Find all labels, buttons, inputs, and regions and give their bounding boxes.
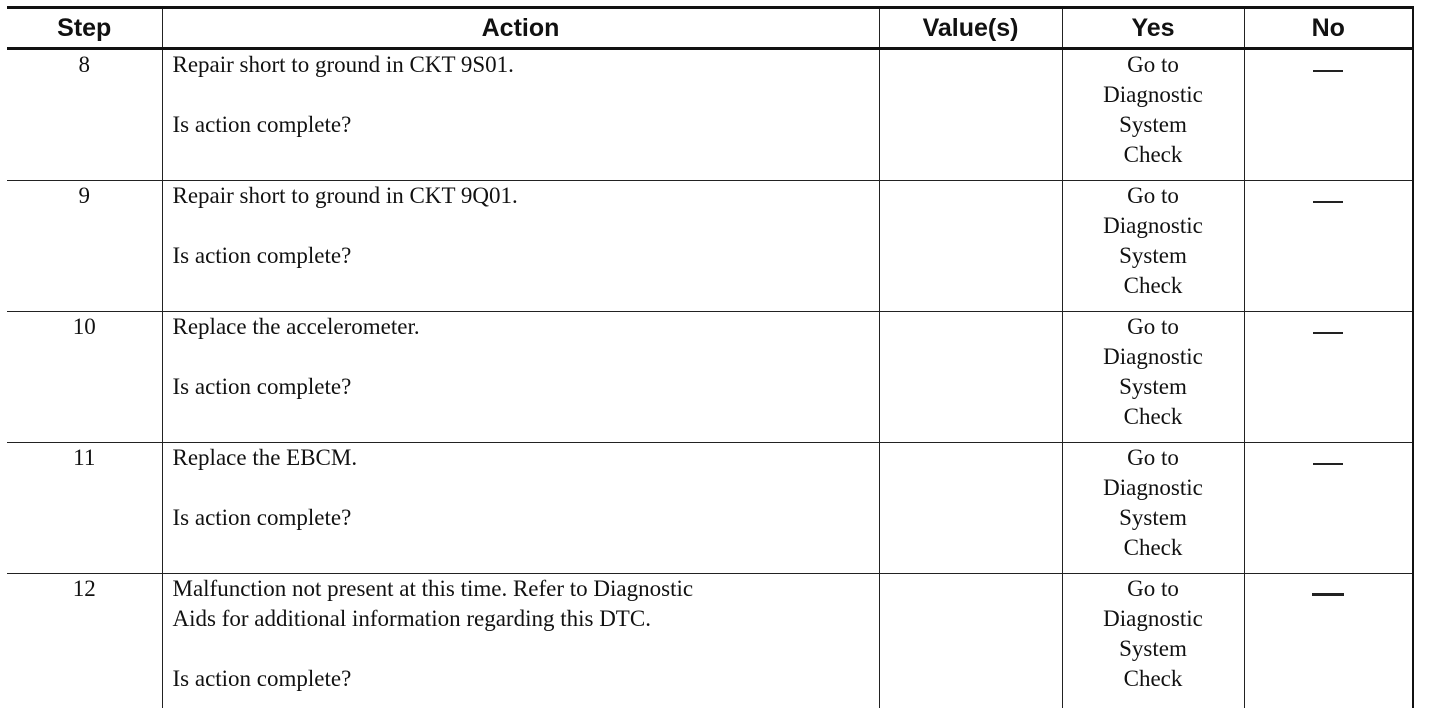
action-cell [162,49,879,181]
value-cell [879,49,1062,181]
no-dash [1312,593,1344,596]
action-question: Is action complete? [172,112,352,137]
yes-text: Diagnostic [1103,606,1203,631]
yes-text: System [1119,505,1187,530]
action-question: Is action complete? [172,666,352,691]
yes-text: System [1119,243,1187,268]
no-cell [1244,49,1413,181]
yes-text: Check [1123,142,1183,167]
header-values: Value(s) [879,8,1062,49]
table-row [7,312,1413,443]
no-dash [1313,332,1343,334]
table-header-row [7,8,1413,49]
no-dash [1313,201,1343,203]
value-cell [879,181,1062,312]
yes-cell [1062,312,1244,443]
step-number: 10 [7,312,162,443]
table-row [7,49,1413,181]
value-cell [879,574,1062,709]
header-action: Action [162,8,879,49]
yes-text: Diagnostic [1103,213,1203,238]
yes-text: Check [1123,404,1183,429]
header-yes: Yes [1062,8,1244,49]
action-text: Malfunction not present at this time. Refer to Diagnostic [172,576,694,601]
action-question: Is action complete? [172,243,352,268]
no-dash [1313,463,1343,465]
yes-cell [1062,574,1244,709]
no-dash [1313,70,1343,72]
diagnostic-table [7,6,1414,708]
yes-text: Check [1123,666,1183,691]
value-cell [879,312,1062,443]
action-text: Repair short to ground in CKT 9S01. [172,52,514,77]
action-text: Replace the accelerometer. [172,314,420,339]
action-question: Is action complete? [172,374,352,399]
yes-cell [1062,181,1244,312]
yes-text: Diagnostic [1103,344,1203,369]
action-cell [162,574,879,709]
no-cell [1244,443,1413,574]
step-number: 12 [7,574,162,709]
yes-text: System [1119,636,1187,661]
yes-text: Diagnostic [1103,475,1203,500]
yes-text: Go to [1127,314,1179,339]
yes-text: Go to [1127,52,1179,77]
no-cell [1244,181,1413,312]
table-row [7,574,1413,709]
yes-text: Check [1123,273,1183,298]
header-step: Step [7,8,162,49]
yes-cell [1062,49,1244,181]
yes-text: Go to [1127,445,1179,470]
yes-text: Go to [1127,576,1179,601]
yes-cell [1062,443,1244,574]
yes-text: System [1119,374,1187,399]
yes-text: System [1119,112,1187,137]
yes-text: Go to [1127,183,1179,208]
step-number: 9 [7,181,162,312]
table-row [7,443,1413,574]
yes-text: Check [1123,535,1183,560]
table-row [7,181,1413,312]
value-cell [879,443,1062,574]
action-cell [162,312,879,443]
action-cell [162,443,879,574]
step-number: 8 [7,49,162,181]
action-cell [162,181,879,312]
no-cell [1244,312,1413,443]
yes-text: Diagnostic [1103,82,1203,107]
action-text: Repair short to ground in CKT 9Q01. [172,183,518,208]
no-cell [1244,574,1413,709]
action-question: Is action complete? [172,505,352,530]
action-text: Replace the EBCM. [172,445,358,470]
action-text: Aids for additional information regarding this DTC. [172,606,651,631]
step-number: 11 [7,443,162,574]
header-no: No [1244,8,1413,49]
